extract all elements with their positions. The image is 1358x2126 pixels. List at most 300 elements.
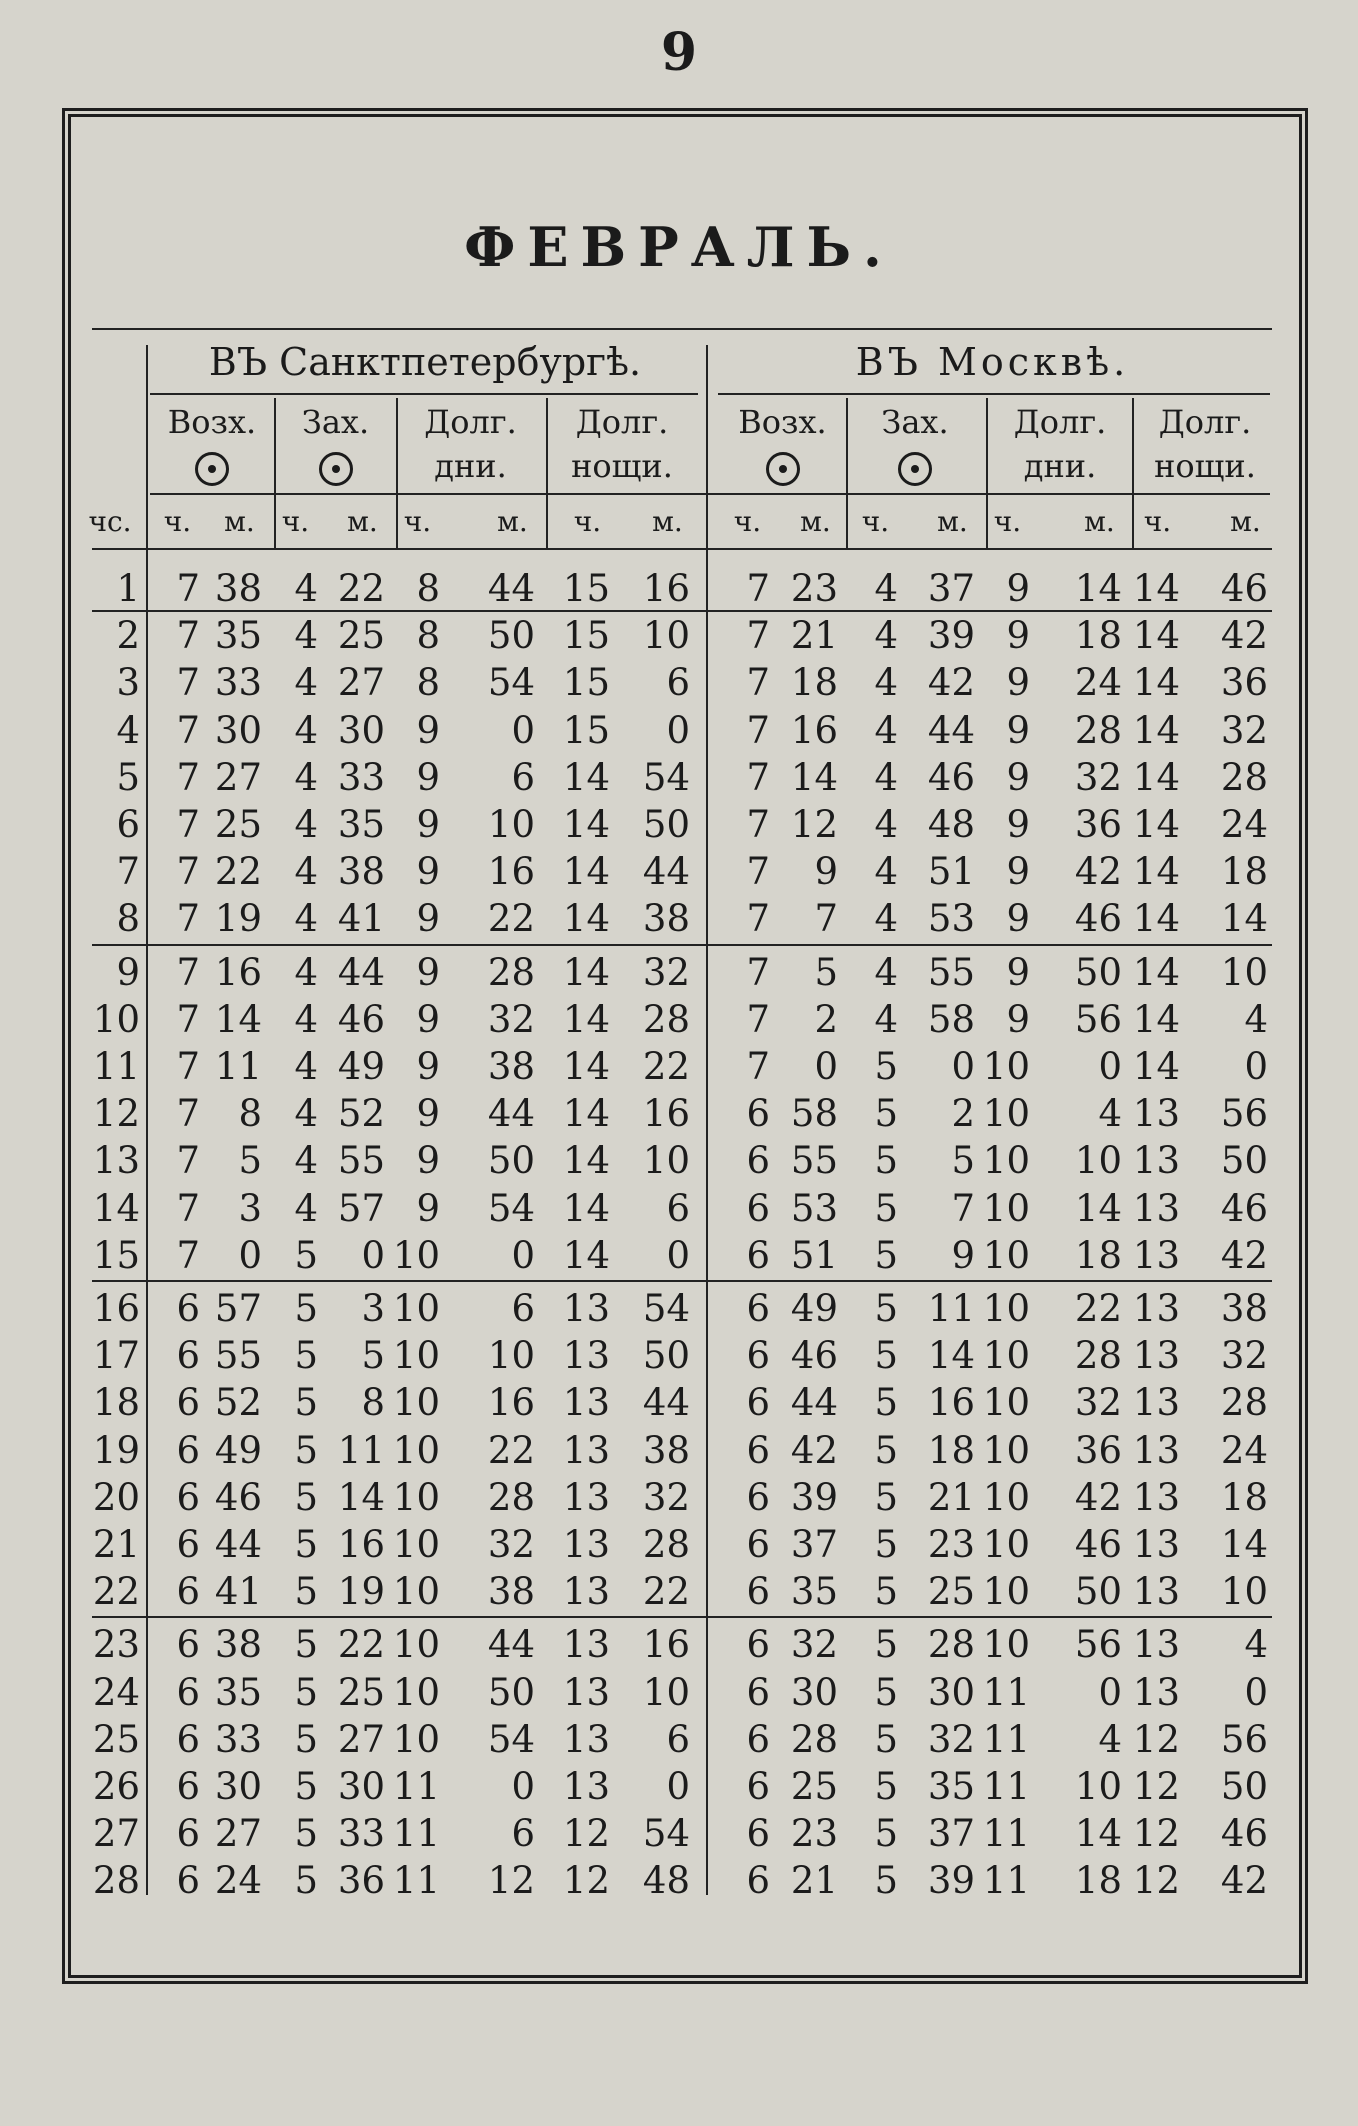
day-number: 23	[92, 1623, 140, 1667]
msk-day-minutes: 56	[1074, 1623, 1122, 1667]
sun-icon	[898, 452, 932, 486]
msk-rise-hour: 6	[746, 1381, 770, 1425]
spb-day-minutes: 44	[487, 1623, 535, 1667]
spb-set-minute: 8	[361, 1381, 385, 1425]
spb-day-minutes: 12	[487, 1859, 535, 1903]
msk-rise-hour: 7	[746, 708, 770, 752]
unit-hour: ч.	[993, 505, 1022, 538]
spb-day-minutes: 10	[487, 1334, 535, 1378]
spb-night-minutes: 44	[642, 1381, 690, 1425]
spb-day-minutes: 32	[487, 997, 535, 1041]
spb-night-hours: 13	[562, 1475, 610, 1519]
spb-day-minutes: 38	[487, 1570, 535, 1614]
spb-set-hour: 5	[294, 1475, 318, 1519]
msk-day-hours: 10	[982, 1623, 1030, 1667]
msk-day-hours: 10	[982, 1523, 1030, 1566]
spb-day-minutes: 0	[511, 1765, 535, 1808]
msk-day-minutes: 50	[1074, 1570, 1122, 1614]
spb-rise-hour: 7	[176, 803, 200, 846]
spb-day-hours: 8	[416, 614, 440, 658]
unit-minute: м.	[800, 505, 831, 538]
spb-night-hours: 13	[562, 1381, 610, 1425]
spb-rise-minute: 41	[214, 1570, 262, 1614]
msk-night-hours: 13	[1132, 1381, 1180, 1425]
msk-day-hours: 11	[982, 1812, 1030, 1856]
unit-hour: ч.	[403, 505, 432, 538]
spb-day-hours: 9	[416, 997, 440, 1041]
spb-day-minutes: 28	[487, 950, 535, 994]
msk-night-minutes: 56	[1220, 1092, 1268, 1136]
spb-set-hour: 4	[294, 1092, 318, 1136]
spb-rise-hour: 7	[176, 661, 200, 705]
msk-day-minutes: 50	[1074, 950, 1122, 994]
msk-night-minutes: 32	[1220, 708, 1268, 752]
spb-night-hours: 13	[562, 1623, 610, 1667]
spb-night-hours: 14	[562, 950, 610, 994]
spb-rise-hour: 7	[176, 950, 200, 994]
msk-night-minutes: 10	[1220, 950, 1268, 994]
spb-day-hours: 11	[392, 1859, 440, 1903]
spb-rise-label: Возх.	[167, 403, 257, 441]
spb-set-hour: 4	[294, 1139, 318, 1183]
msk-night-hours: 14	[1132, 1045, 1180, 1088]
msk-set-minute: 0	[951, 1045, 975, 1088]
spb-day-hours: 9	[416, 850, 440, 894]
msk-set-hour: 5	[874, 1045, 898, 1088]
spb-rise-minute: 11	[214, 1045, 262, 1088]
day-number: 11	[92, 1045, 140, 1088]
msk-day-minutes: 42	[1074, 1475, 1122, 1519]
spb-rise-minute: 57	[214, 1287, 262, 1330]
day-number: 8	[116, 897, 140, 941]
day-number: 15	[92, 1233, 140, 1277]
msk-day-hours: 9	[1006, 708, 1030, 752]
msk-set-hour: 4	[874, 897, 898, 941]
msk-set-minute: 37	[927, 1812, 975, 1856]
spb-rise-hour: 7	[176, 1092, 200, 1136]
spb-set-minute: 52	[337, 1092, 385, 1136]
spb-set-minute: 25	[337, 1670, 385, 1714]
msk-rise-minute: 53	[790, 1186, 838, 1230]
spb-night-hours: 14	[562, 997, 610, 1041]
msk-day-minutes: 32	[1074, 1381, 1122, 1425]
spb-set-minute: 30	[337, 1765, 385, 1808]
rule-under-colheads	[150, 493, 1270, 495]
msk-day-hours: 11	[982, 1765, 1030, 1808]
spb-day-minutes: 50	[487, 1139, 535, 1183]
msk-rise-minute: 21	[790, 1859, 838, 1903]
unit-hour: ч.	[1143, 505, 1172, 538]
msk-night-label: Долг. нощи.	[1154, 403, 1256, 485]
msk-night-hours: 14	[1132, 997, 1180, 1041]
spb-day-hours: 10	[392, 1717, 440, 1761]
spb-night-hours: 13	[562, 1334, 610, 1378]
month-title: ФЕВРАЛЬ.	[464, 215, 894, 279]
spb-rise-hour: 7	[176, 897, 200, 941]
msk-set-minute: 42	[927, 661, 975, 705]
msk-rise-hour: 7	[746, 803, 770, 846]
msk-day-minutes: 36	[1074, 803, 1122, 846]
msk-set-hour: 4	[874, 997, 898, 1041]
day-number: 12	[92, 1092, 140, 1136]
spb-night-minutes: 6	[666, 1717, 690, 1761]
spb-rise-hour: 6	[176, 1287, 200, 1330]
day-number: 4	[116, 708, 140, 752]
spb-night-minutes: 38	[642, 897, 690, 941]
spb-day-minutes: 38	[487, 1045, 535, 1088]
spb-set-minute: 33	[337, 755, 385, 799]
spb-set-minute: 49	[337, 1045, 385, 1088]
msk-day-minutes: 18	[1074, 1233, 1122, 1277]
msk-day-hours: 11	[982, 1670, 1030, 1714]
msk-rise-hour: 7	[746, 950, 770, 994]
msk-day-hours: 9	[1006, 661, 1030, 705]
msk-set-hour: 4	[874, 567, 898, 610]
spb-night-hours: 14	[562, 755, 610, 799]
day-number: 1	[116, 567, 140, 610]
unit-minute: м.	[497, 505, 528, 538]
spb-set-minute: 27	[337, 661, 385, 705]
unit-minute: м.	[224, 505, 255, 538]
msk-set-hour: 5	[874, 1623, 898, 1667]
spb-day-minutes: 0	[511, 1233, 535, 1277]
spb-set-hour: 5	[294, 1670, 318, 1714]
spb-set-hour: 4	[294, 803, 318, 846]
msk-rise-minute: 42	[790, 1428, 838, 1472]
spb-set-minute: 19	[337, 1570, 385, 1614]
spb-day-minutes: 22	[487, 897, 535, 941]
msk-rise-hour: 6	[746, 1623, 770, 1667]
spb-rise-minute: 49	[214, 1428, 262, 1472]
msk-night-minutes: 14	[1220, 1523, 1268, 1566]
rule-under-units	[92, 548, 1272, 550]
msk-night-hours: 13	[1132, 1623, 1180, 1667]
spb-rise-minute: 27	[214, 1812, 262, 1856]
msk-day-minutes: 22	[1074, 1287, 1122, 1330]
spb-day-hours: 9	[416, 803, 440, 846]
unit-day: чс.	[88, 505, 132, 538]
msk-night-hours: 13	[1132, 1570, 1180, 1614]
spb-day-hours: 10	[392, 1670, 440, 1714]
spb-day-minutes: 22	[487, 1428, 535, 1472]
msk-rise-hour: 7	[746, 661, 770, 705]
spb-day-hours: 9	[416, 755, 440, 799]
spb-day-hours: 9	[416, 950, 440, 994]
msk-set-head	[850, 400, 980, 488]
spb-day-hours: 9	[416, 897, 440, 941]
spb-set-hour: 4	[294, 897, 318, 941]
spb-night-label: Долг. нощи.	[571, 403, 673, 485]
msk-night-hours: 12	[1132, 1812, 1180, 1856]
msk-set-minute: 30	[927, 1670, 975, 1714]
msk-night-hours: 14	[1132, 567, 1180, 610]
day-number: 14	[92, 1186, 140, 1230]
msk-set-minute: 44	[927, 708, 975, 752]
spb-night-minutes: 16	[642, 567, 690, 610]
msk-rise-hour: 7	[746, 897, 770, 941]
spb-day-minutes: 54	[487, 1186, 535, 1230]
spb-night-hours: 15	[562, 614, 610, 658]
msk-set-hour: 5	[874, 1717, 898, 1761]
spb-day-minutes: 0	[511, 708, 535, 752]
spb-set-hour: 4	[294, 997, 318, 1041]
spb-night-minutes: 22	[642, 1045, 690, 1088]
spb-day-hours: 10	[392, 1287, 440, 1330]
msk-rise-minute: 58	[790, 1092, 838, 1136]
msk-day-minutes: 18	[1074, 1859, 1122, 1903]
spb-night-minutes: 50	[642, 803, 690, 846]
msk-day-minutes: 28	[1074, 1334, 1122, 1378]
msk-day-hours: 10	[982, 1428, 1030, 1472]
msk-rise-minute: 25	[790, 1765, 838, 1808]
spb-night-minutes: 0	[666, 1765, 690, 1808]
spb-set-minute: 0	[361, 1233, 385, 1277]
msk-night-hours: 13	[1132, 1233, 1180, 1277]
spb-set-minute: 38	[337, 850, 385, 894]
msk-day-minutes: 14	[1074, 567, 1122, 610]
head-divider	[1132, 398, 1134, 548]
msk-rise-hour: 6	[746, 1233, 770, 1277]
msk-day-minutes: 28	[1074, 708, 1122, 752]
msk-day-minutes: 14	[1074, 1812, 1122, 1856]
msk-set-minute: 25	[927, 1570, 975, 1614]
spb-night-hours: 14	[562, 850, 610, 894]
spb-set-hour: 5	[294, 1233, 318, 1277]
msk-rise-minute: 39	[790, 1475, 838, 1519]
msk-night-hours: 14	[1132, 755, 1180, 799]
spb-night-minutes: 54	[642, 755, 690, 799]
msk-day-hours: 11	[982, 1717, 1030, 1761]
msk-day-hours: 10	[982, 1381, 1030, 1425]
msk-rise-hour: 7	[746, 850, 770, 894]
spb-set-hour: 4	[294, 950, 318, 994]
spb-night-hours: 14	[562, 1233, 610, 1277]
msk-set-minute: 28	[927, 1623, 975, 1667]
msk-rise-hour: 6	[746, 1334, 770, 1378]
msk-day-minutes: 36	[1074, 1428, 1122, 1472]
spb-night-minutes: 16	[642, 1092, 690, 1136]
spb-set-hour: 4	[294, 661, 318, 705]
spb-night-hours: 15	[562, 708, 610, 752]
spb-rise-minute: 14	[214, 997, 262, 1041]
msk-set-hour: 4	[874, 614, 898, 658]
spb-day-minutes: 44	[487, 1092, 535, 1136]
msk-rise-minute: 14	[790, 755, 838, 799]
spb-night-hours: 12	[562, 1812, 610, 1856]
spb-day-minutes: 10	[487, 803, 535, 846]
msk-day-minutes: 14	[1074, 1186, 1122, 1230]
spb-set-minute: 11	[337, 1428, 385, 1472]
spb-set-minute: 36	[337, 1859, 385, 1903]
spb-rise-hour: 7	[176, 1045, 200, 1088]
msk-rise-minute: 23	[790, 1812, 838, 1856]
spb-day-hours: 10	[392, 1523, 440, 1566]
spb-set-minute: 33	[337, 1812, 385, 1856]
week-separator	[92, 1280, 1272, 1282]
msk-set-minute: 5	[951, 1139, 975, 1183]
msk-set-minute: 35	[927, 1765, 975, 1808]
msk-day-hours: 10	[982, 1475, 1030, 1519]
msk-rise-minute: 7	[814, 897, 838, 941]
spb-day-hours: 11	[392, 1765, 440, 1808]
spb-day-hours: 10	[392, 1623, 440, 1667]
spb-day-minutes: 54	[487, 661, 535, 705]
msk-set-minute: 58	[927, 997, 975, 1041]
msk-rise-minute: 55	[790, 1139, 838, 1183]
msk-night-hours: 13	[1132, 1186, 1180, 1230]
city-header-moscow: ВЪ Москвѣ.	[855, 340, 1130, 384]
spb-rise-hour: 6	[176, 1717, 200, 1761]
msk-set-hour: 4	[874, 661, 898, 705]
msk-night-minutes: 42	[1220, 614, 1268, 658]
spb-set-minute: 55	[337, 1139, 385, 1183]
msk-night-minutes: 28	[1220, 755, 1268, 799]
msk-night-minutes: 50	[1220, 1139, 1268, 1183]
msk-night-minutes: 10	[1220, 1570, 1268, 1614]
msk-rise-hour: 7	[746, 567, 770, 610]
msk-night-minutes: 46	[1220, 567, 1268, 610]
msk-rise-hour: 7	[746, 1045, 770, 1088]
msk-set-hour: 5	[874, 1233, 898, 1277]
spb-set-hour: 4	[294, 567, 318, 610]
msk-night-minutes: 42	[1220, 1859, 1268, 1903]
msk-night-minutes: 50	[1220, 1765, 1268, 1808]
first-row-separator	[92, 610, 1272, 612]
msk-night-minutes: 46	[1220, 1812, 1268, 1856]
spb-rise-minute: 35	[214, 614, 262, 658]
msk-set-minute: 7	[951, 1186, 975, 1230]
msk-set-hour: 5	[874, 1859, 898, 1903]
day-number: 17	[92, 1334, 140, 1378]
msk-day-head	[990, 400, 1130, 488]
spb-rise-hour: 6	[176, 1623, 200, 1667]
spb-night-minutes: 28	[642, 997, 690, 1041]
spb-day-hours: 10	[392, 1475, 440, 1519]
spb-night-minutes: 48	[642, 1859, 690, 1903]
msk-day-hours: 9	[1006, 567, 1030, 610]
msk-day-minutes: 4	[1098, 1717, 1122, 1761]
unit-minute: м.	[347, 505, 378, 538]
day-number: 6	[116, 803, 140, 846]
spb-rise-minute: 38	[214, 1623, 262, 1667]
msk-night-hours: 13	[1132, 1139, 1180, 1183]
msk-day-hours: 10	[982, 1287, 1030, 1330]
spb-day-minutes: 6	[511, 1812, 535, 1856]
msk-set-minute: 48	[927, 803, 975, 846]
spb-night-minutes: 6	[666, 661, 690, 705]
spb-night-hours: 13	[562, 1287, 610, 1330]
spb-night-hours: 14	[562, 1139, 610, 1183]
spb-night-minutes: 10	[642, 614, 690, 658]
msk-rise-hour: 6	[746, 1812, 770, 1856]
msk-set-minute: 2	[951, 1092, 975, 1136]
msk-rise-label: Возх.	[738, 403, 827, 441]
msk-night-hours: 13	[1132, 1670, 1180, 1714]
spb-night-minutes: 54	[642, 1812, 690, 1856]
spb-night-minutes: 6	[666, 1186, 690, 1230]
spb-day-label: Долг. дни.	[424, 403, 517, 485]
spb-day-hours: 9	[416, 1139, 440, 1183]
msk-night-minutes: 0	[1244, 1670, 1268, 1714]
msk-night-hours: 14	[1132, 614, 1180, 658]
msk-day-hours: 11	[982, 1859, 1030, 1903]
spb-rise-minute: 0	[238, 1233, 262, 1277]
msk-day-minutes: 18	[1074, 614, 1122, 658]
day-number: 25	[92, 1717, 140, 1761]
spb-set-hour: 5	[294, 1812, 318, 1856]
msk-rise-minute: 51	[790, 1233, 838, 1277]
msk-rise-hour: 6	[746, 1570, 770, 1614]
spb-day-hours: 10	[392, 1570, 440, 1614]
spb-set-minute: 3	[361, 1287, 385, 1330]
spb-night-minutes: 54	[642, 1287, 690, 1330]
msk-day-minutes: 0	[1098, 1670, 1122, 1714]
msk-rise-hour: 6	[746, 1859, 770, 1903]
msk-day-label: Долг. дни.	[1013, 403, 1107, 485]
spb-rise-minute: 27	[214, 755, 262, 799]
msk-set-hour: 5	[874, 1812, 898, 1856]
msk-night-minutes: 24	[1220, 803, 1268, 846]
spb-day-minutes: 6	[511, 1287, 535, 1330]
rule-under-moscow	[718, 393, 1270, 395]
msk-day-hours: 9	[1006, 614, 1030, 658]
day-number: 3	[116, 661, 140, 705]
spb-rise-hour: 7	[176, 1186, 200, 1230]
spb-set-hour: 5	[294, 1334, 318, 1378]
msk-set-hour: 5	[874, 1381, 898, 1425]
spb-rise-hour: 6	[176, 1334, 200, 1378]
spb-set-hour: 5	[294, 1428, 318, 1472]
head-divider	[546, 398, 548, 548]
spb-day-minutes: 50	[487, 1670, 535, 1714]
msk-set-minute: 37	[927, 567, 975, 610]
msk-set-minute: 39	[927, 1859, 975, 1903]
msk-rise-minute: 21	[790, 614, 838, 658]
spb-rise-minute: 38	[214, 567, 262, 610]
msk-rise-minute: 44	[790, 1381, 838, 1425]
msk-day-minutes: 42	[1074, 850, 1122, 894]
msk-set-hour: 5	[874, 1523, 898, 1566]
msk-night-hours: 13	[1132, 1428, 1180, 1472]
spb-rise-hour: 6	[176, 1381, 200, 1425]
msk-rise-minute: 32	[790, 1623, 838, 1667]
msk-night-minutes: 4	[1244, 997, 1268, 1041]
msk-night-hours: 14	[1132, 950, 1180, 994]
spb-night-minutes: 38	[642, 1428, 690, 1472]
spb-day-hours: 10	[392, 1334, 440, 1378]
msk-set-minute: 53	[927, 897, 975, 941]
msk-rise-minute: 2	[814, 997, 838, 1041]
spb-rise-hour: 7	[176, 755, 200, 799]
msk-day-hours: 9	[1006, 950, 1030, 994]
spb-rise-minute: 19	[214, 897, 262, 941]
msk-set-minute: 39	[927, 614, 975, 658]
msk-night-head	[1135, 400, 1275, 488]
spb-set-hour: 5	[294, 1570, 318, 1614]
spb-night-hours: 13	[562, 1765, 610, 1808]
msk-night-hours: 13	[1132, 1523, 1180, 1566]
msk-set-minute: 55	[927, 950, 975, 994]
msk-set-minute: 21	[927, 1475, 975, 1519]
msk-night-minutes: 18	[1220, 1475, 1268, 1519]
spb-day-minutes: 32	[487, 1523, 535, 1566]
msk-rise-minute: 0	[814, 1045, 838, 1088]
msk-day-minutes: 4	[1098, 1092, 1122, 1136]
msk-rise-minute: 37	[790, 1523, 838, 1566]
spb-rise-minute: 5	[238, 1139, 262, 1183]
spb-set-hour: 4	[294, 850, 318, 894]
spb-day-hours: 9	[416, 708, 440, 752]
